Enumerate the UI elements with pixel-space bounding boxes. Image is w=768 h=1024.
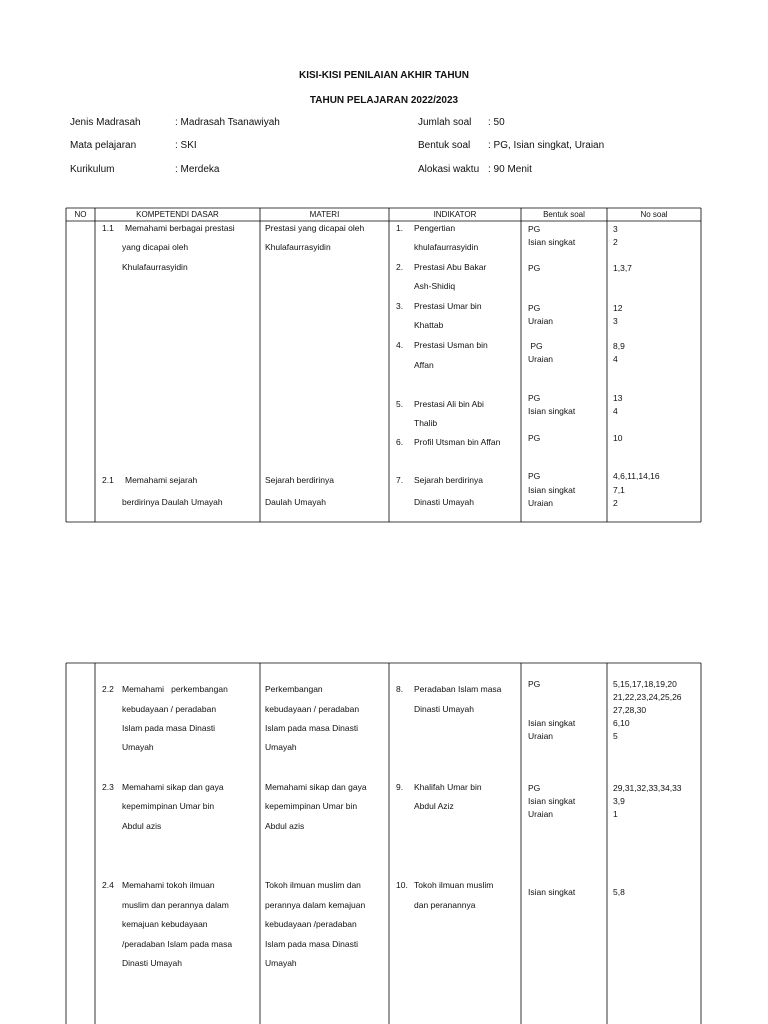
materi-text: Islam pada masa Dinasti [265, 723, 359, 733]
bentuk-soal-item: Uraian [528, 731, 554, 741]
bentuk-soal-item: PG [528, 433, 541, 443]
kd-text: berdirinya Daulah Umayah [122, 497, 223, 507]
materi-text: Islam pada masa Dinasti [265, 939, 359, 949]
bentuk-soal-item: PG [528, 303, 541, 313]
indikator-text: Prestasi Ali bin Abi [414, 399, 484, 409]
kd-text: Islam pada masa Dinasti [122, 723, 216, 733]
header-materi: MATERI [309, 210, 340, 219]
materi-text: Umayah [265, 958, 297, 968]
kd-text: Memahami sikap dan gaya [122, 782, 224, 792]
indikator-text: khulafaurrasyidin [414, 242, 479, 252]
kd-text: Memahami perkembangan [122, 684, 228, 694]
indikator-text: Sejarah berdirinya [414, 475, 483, 485]
alokasi-waktu-value: : 90 Menit [488, 164, 532, 175]
indikator-text: Khattab [414, 320, 444, 330]
indikator-text: Pengertian [414, 223, 456, 233]
no-soal-item: 4,6,11,14,16 [613, 471, 660, 481]
no-soal-item: 1,3,7 [613, 263, 632, 273]
indikator-text: Khalifah Umar bin [414, 782, 482, 792]
page-title: KISI-KISI PENILAIAN AKHIR TAHUN [299, 70, 469, 81]
indikator-number: 3. [396, 301, 404, 311]
bentuk-soal-item: Isian singkat [528, 485, 576, 495]
no-soal-item: 5,8 [613, 887, 625, 897]
indikator-number: 7. [396, 475, 404, 485]
bentuk-soal-item: PG [528, 393, 541, 403]
no-soal-item: 1 [613, 809, 618, 819]
no-soal-item: 6,10 [613, 718, 630, 728]
no-soal-item: 27,28,30 [613, 705, 647, 715]
indikator-number: 1. [396, 223, 404, 233]
materi-text: Abdul azis [265, 821, 305, 831]
kd-number: 1.1 [102, 223, 114, 233]
bentuk-soal-item: Uraian [528, 316, 554, 326]
no-soal-item: 4 [613, 354, 618, 364]
indikator-text: Prestasi Abu Bakar [414, 262, 487, 272]
materi-text: kebudayaan / peradaban [265, 704, 360, 714]
bentuk-soal-item: Isian singkat [528, 718, 576, 728]
no-soal-item: 3 [613, 224, 618, 234]
no-soal-item: 2 [613, 237, 618, 247]
indikator-text: Profil Utsman bin Affan [414, 437, 501, 447]
kd-text: Khulafaurrasyidin [122, 262, 188, 272]
indikator-number: 5. [396, 399, 404, 409]
page-subtitle: TAHUN PELAJARAN 2022/2023 [309, 95, 459, 106]
no-soal-item: 4 [613, 406, 618, 416]
bentuk-soal-item: Isian singkat [528, 887, 576, 897]
no-soal-item: 3 [613, 316, 618, 326]
jumlah-soal-value: : 50 [488, 117, 505, 128]
bentuk-soal-item: PG [528, 783, 541, 793]
bentuk-soal-item: Uraian [528, 809, 554, 819]
kurikulum-label: Kurikulum [70, 164, 115, 175]
kd-text: Memahami sejarah [125, 475, 198, 485]
mata-pelajaran-label: Mata pelajaran [70, 140, 137, 151]
indikator-text: Tokoh ilmuan muslim [414, 880, 494, 890]
indikator-number: 10. [396, 880, 408, 890]
header-kompetensi: KOMPETENDI DASAR [136, 210, 219, 219]
kd-text: Umayah [122, 742, 154, 752]
indikator-text: Dinasti Umayah [414, 497, 474, 507]
kd-text: Abdul azis [122, 821, 162, 831]
header-no-soal: No soal [640, 210, 668, 219]
header-bentuk-soal: Bentuk soal [543, 210, 585, 219]
no-soal-item: 5,15,17,18,19,20 [613, 679, 677, 689]
materi-text: Daulah Umayah [265, 497, 326, 507]
bentuk-soal-item: Isian singkat [528, 406, 576, 416]
no-soal-item: 5 [613, 731, 618, 741]
indikator-text: Abdul Aziz [414, 801, 454, 811]
bentuk-soal-item: PG [528, 341, 543, 351]
no-soal-item: 2 [613, 498, 618, 508]
kd-text: muslim dan perannya dalam [122, 900, 229, 910]
materi-text: Tokoh ilmuan muslim dan [265, 880, 361, 890]
jenis-madrasah-value: : Madrasah Tsanawiyah [175, 117, 280, 128]
no-soal-item: 3,9 [613, 796, 625, 806]
kd-text: Memahami berbagai prestasi [125, 223, 235, 233]
no-soal-item: 13 [613, 393, 623, 403]
indikator-text: dan peranannya [414, 900, 476, 910]
kd-number: 2.1 [102, 475, 114, 485]
bentuk-soal-item: PG [528, 263, 541, 273]
kd-text: kepemimpinan Umar bin [122, 801, 215, 811]
bentuk-soal-item: Uraian [528, 498, 554, 508]
kd-text: /peradaban Islam pada masa [122, 939, 233, 949]
alokasi-waktu-label: Alokasi waktu [418, 164, 480, 175]
materi-text: Khulafaurrasyidin [265, 242, 331, 252]
jenis-madrasah-label: Jenis Madrasah [70, 117, 141, 128]
kurikulum-value: : Merdeka [175, 164, 220, 175]
indikator-text: Dinasti Umayah [414, 704, 474, 714]
bentuk-soal-item: Isian singkat [528, 796, 576, 806]
indikator-text: Ash-Shidiq [414, 281, 456, 291]
header-indikator: INDIKATOR [433, 210, 477, 219]
indikator-text: Prestasi Usman bin [414, 340, 488, 350]
materi-text: kebudayaan /peradaban [265, 919, 357, 929]
materi-text: Prestasi yang dicapai oleh [265, 223, 365, 233]
indikator-number: 9. [396, 782, 404, 792]
kd-text: yang dicapai oleh [122, 242, 189, 252]
indikator-number: 2. [396, 262, 404, 272]
no-soal-item: 10 [613, 433, 623, 443]
kd-text: Memahami tokoh ilmuan [122, 880, 215, 890]
kd-number: 2.3 [102, 782, 114, 792]
materi-text: Perkembangan [265, 684, 323, 694]
bentuk-soal-label: Bentuk soal [418, 140, 471, 151]
bentuk-soal-item: PG [528, 679, 541, 689]
indikator-text: Affan [414, 360, 434, 370]
materi-text: Umayah [265, 742, 297, 752]
indikator-text: Thalib [414, 418, 438, 428]
bentuk-soal-item: Uraian [528, 354, 554, 364]
bentuk-soal-item: Isian singkat [528, 237, 576, 247]
indikator-number: 6. [396, 437, 404, 447]
indikator-number: 4. [396, 340, 404, 350]
no-soal-item: 12 [613, 303, 623, 313]
materi-text: kepemimpinan Umar bin [265, 801, 358, 811]
indikator-text: Prestasi Umar bin [414, 301, 482, 311]
indikator-text: Peradaban Islam masa [414, 684, 502, 694]
no-soal-item: 8,9 [613, 341, 625, 351]
bentuk-soal-item: PG [528, 471, 541, 481]
kd-text: kemajuan kebudayaan [122, 919, 208, 929]
bentuk-soal-value: : PG, Isian singkat, Uraian [488, 140, 605, 151]
jumlah-soal-label: Jumlah soal [418, 117, 472, 128]
bentuk-soal-item: PG [528, 224, 541, 234]
kd-text: kebudayaan / peradaban [122, 704, 217, 714]
no-soal-item: 29,31,32,33,34,33 [613, 783, 682, 793]
mata-pelajaran-value: : SKI [175, 140, 197, 151]
no-soal-item: 7,1 [613, 485, 625, 495]
header-no: NO [74, 210, 87, 219]
kd-text: Dinasti Umayah [122, 958, 182, 968]
indikator-number: 8. [396, 684, 404, 694]
kd-number: 2.4 [102, 880, 114, 890]
materi-text: Sejarah berdirinya [265, 475, 334, 485]
materi-text: Memahami sikap dan gaya [265, 782, 367, 792]
no-soal-item: 21,22,23,24,25,26 [613, 692, 682, 702]
materi-text: perannya dalam kemajuan [265, 900, 366, 910]
kd-number: 2.2 [102, 684, 114, 694]
